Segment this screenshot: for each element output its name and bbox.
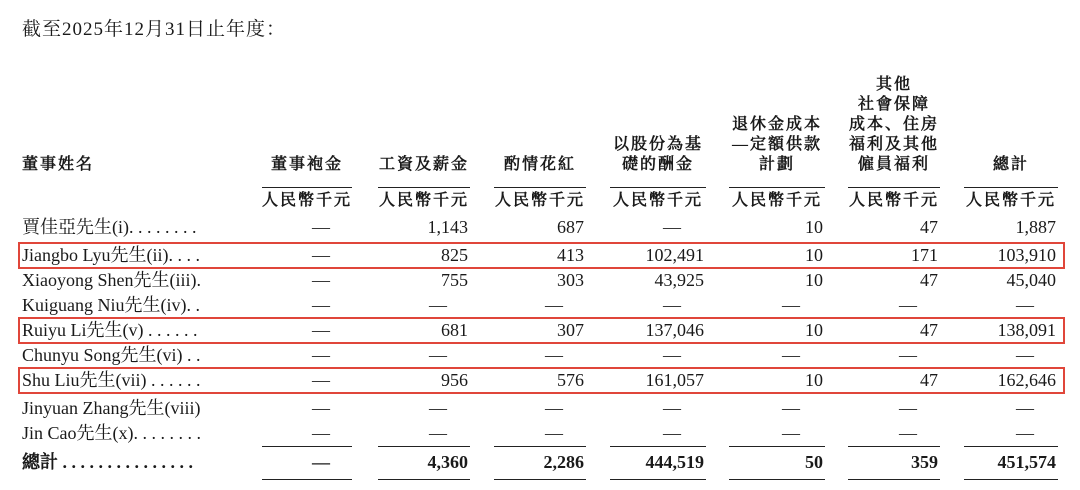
cell-pension: — <box>782 398 800 418</box>
header-share-based-line-2: 礎的酬金 <box>621 156 694 173</box>
director-name: Kuiguang Niu先生(iv). . <box>22 295 200 315</box>
director-name: Xiaoyong Shen先生(iii). <box>22 270 201 290</box>
cell-total: 103,910 <box>997 245 1056 265</box>
cell-fees: — <box>312 217 330 237</box>
bottom-rule-salary <box>378 479 470 480</box>
total-rule-bonus <box>494 446 586 447</box>
cell-share-based: 161,057 <box>645 370 704 390</box>
cell-other: 171 <box>911 245 938 265</box>
cell-other: 47 <box>920 320 938 340</box>
cell-bonus: — <box>545 345 563 365</box>
header-other-line-3: 成本、住房 <box>848 116 939 133</box>
header-other-line-5: 僱員福利 <box>857 156 930 173</box>
cell-share-based: — <box>663 345 681 365</box>
director-name: 賈佳亞先生(i). . . . . . . . <box>22 217 197 237</box>
cell-salary: 755 <box>441 270 468 290</box>
director-name: Chunyu Song先生(vi) . . <box>22 345 201 365</box>
cell-total: 451,574 <box>997 452 1056 472</box>
cell-total: — <box>1016 398 1034 418</box>
cell-total: 138,091 <box>997 320 1056 340</box>
cell-fees: — <box>312 452 330 472</box>
header-other-line-1: 其他 <box>875 76 912 93</box>
cell-share-based: 444,519 <box>645 452 704 472</box>
table-row <box>0 421 1080 446</box>
bottom-rule-fees <box>262 479 352 480</box>
cell-share-based: — <box>663 295 681 315</box>
cell-pension: 50 <box>805 452 823 472</box>
cell-bonus: — <box>545 398 563 418</box>
header-total: 總計 <box>992 156 1029 173</box>
row-highlight-box <box>18 242 1065 269</box>
director-name: Jin Cao先生(x). . . . . . . . <box>22 423 201 443</box>
cell-salary: — <box>429 345 447 365</box>
cell-bonus: 413 <box>557 245 584 265</box>
unit-label-bonus: 人民幣千元 <box>494 187 586 214</box>
table-row <box>0 268 1080 293</box>
cell-total: 45,040 <box>1006 270 1056 290</box>
unit-label-fees: 人民幣千元 <box>262 187 352 214</box>
total-rule-pension <box>729 446 825 447</box>
director-name: Jinyuan Zhang先生(viii) <box>22 398 201 418</box>
header-pension-line-1: 退休金成本 <box>731 116 822 133</box>
cell-fees: — <box>312 345 330 365</box>
cell-fees: — <box>312 398 330 418</box>
cell-salary: 956 <box>441 370 468 390</box>
cell-fees: — <box>312 295 330 315</box>
cell-pension: 10 <box>805 320 823 340</box>
table-row <box>0 343 1080 368</box>
unit-label-salary: 人民幣千元 <box>378 187 470 214</box>
cell-fees: — <box>312 270 330 290</box>
table-row <box>0 215 1080 240</box>
cell-total: 1,887 <box>1015 217 1056 237</box>
total-rule-share-based <box>610 446 706 447</box>
cell-pension: 10 <box>805 370 823 390</box>
cell-pension: 10 <box>805 270 823 290</box>
total-rule-total <box>964 446 1058 447</box>
header-other-line-4: 福利及其他 <box>848 136 939 153</box>
table-row <box>0 396 1080 421</box>
unit-label-pension: 人民幣千元 <box>729 187 825 214</box>
cell-other: 47 <box>920 370 938 390</box>
bottom-rule-other <box>848 479 940 480</box>
director-name: Ruiyu Li先生(v) . . . . . . <box>22 320 198 340</box>
total-label: 總計 . . . . . . . . . . . . . . . <box>22 452 193 472</box>
cell-share-based: — <box>663 398 681 418</box>
cell-bonus: — <box>545 423 563 443</box>
unit-label-share-based: 人民幣千元 <box>610 187 706 214</box>
cell-other: 47 <box>920 270 938 290</box>
cell-total: — <box>1016 345 1034 365</box>
bottom-rule-pension <box>729 479 825 480</box>
cell-bonus: 2,286 <box>543 452 584 472</box>
cell-other: — <box>899 398 917 418</box>
cell-share-based: — <box>663 217 681 237</box>
unit-label-total: 人民幣千元 <box>964 187 1058 214</box>
cell-pension: — <box>782 345 800 365</box>
cell-bonus: 303 <box>557 270 584 290</box>
row-highlight-box <box>18 317 1065 344</box>
cell-other: 359 <box>911 452 938 472</box>
header-other-line-2: 社會保障 <box>857 96 930 113</box>
cell-salary: 4,360 <box>427 452 468 472</box>
cell-fees: — <box>312 370 330 390</box>
header-fees: 董事袍金 <box>270 156 343 173</box>
cell-bonus: — <box>545 295 563 315</box>
cell-salary: 825 <box>441 245 468 265</box>
cell-share-based: 43,925 <box>654 270 704 290</box>
director-name: Shu Liu先生(vii) . . . . . . <box>22 370 201 390</box>
table-caption: 截至2025年12月31日止年度： <box>22 19 287 40</box>
cell-fees: — <box>312 320 330 340</box>
cell-pension: — <box>782 295 800 315</box>
cell-pension: 10 <box>805 217 823 237</box>
cell-salary: — <box>429 295 447 315</box>
cell-bonus: 576 <box>557 370 584 390</box>
cell-salary: — <box>429 423 447 443</box>
header-pension-line-2: —定額供款 <box>731 136 822 153</box>
bottom-rule-total <box>964 479 1058 480</box>
total-rule-salary <box>378 446 470 447</box>
cell-fees: — <box>312 423 330 443</box>
total-rule-fees <box>262 446 352 447</box>
cell-salary: — <box>429 398 447 418</box>
cell-fees: — <box>312 245 330 265</box>
cell-bonus: 687 <box>557 217 584 237</box>
header-director-name: 董事姓名 <box>22 156 95 173</box>
cell-bonus: 307 <box>557 320 584 340</box>
cell-share-based: 137,046 <box>645 320 704 340</box>
cell-salary: 1,143 <box>427 217 468 237</box>
unit-label-other: 人民幣千元 <box>848 187 940 214</box>
cell-salary: 681 <box>441 320 468 340</box>
total-rule-other <box>848 446 940 447</box>
cell-other: — <box>899 423 917 443</box>
cell-share-based: — <box>663 423 681 443</box>
bottom-rule-share-based <box>610 479 706 480</box>
cell-pension: — <box>782 423 800 443</box>
header-share-based-line-1: 以股份為基 <box>612 136 703 153</box>
cell-share-based: 102,491 <box>645 245 704 265</box>
row-highlight-box <box>18 367 1065 394</box>
director-name: Jiangbo Lyu先生(ii). . . . <box>22 245 200 265</box>
cell-pension: 10 <box>805 245 823 265</box>
total-row <box>0 450 1080 475</box>
bottom-rule-bonus <box>494 479 586 480</box>
cell-total: — <box>1016 423 1034 443</box>
header-pension-line-3: 計劃 <box>758 156 795 173</box>
cell-total: — <box>1016 295 1034 315</box>
cell-other: — <box>899 345 917 365</box>
cell-other: — <box>899 295 917 315</box>
cell-other: 47 <box>920 217 938 237</box>
header-salary: 工資及薪金 <box>378 156 469 173</box>
header-bonus: 酌情花紅 <box>503 156 576 173</box>
cell-total: 162,646 <box>997 370 1056 390</box>
table-row <box>0 293 1080 318</box>
